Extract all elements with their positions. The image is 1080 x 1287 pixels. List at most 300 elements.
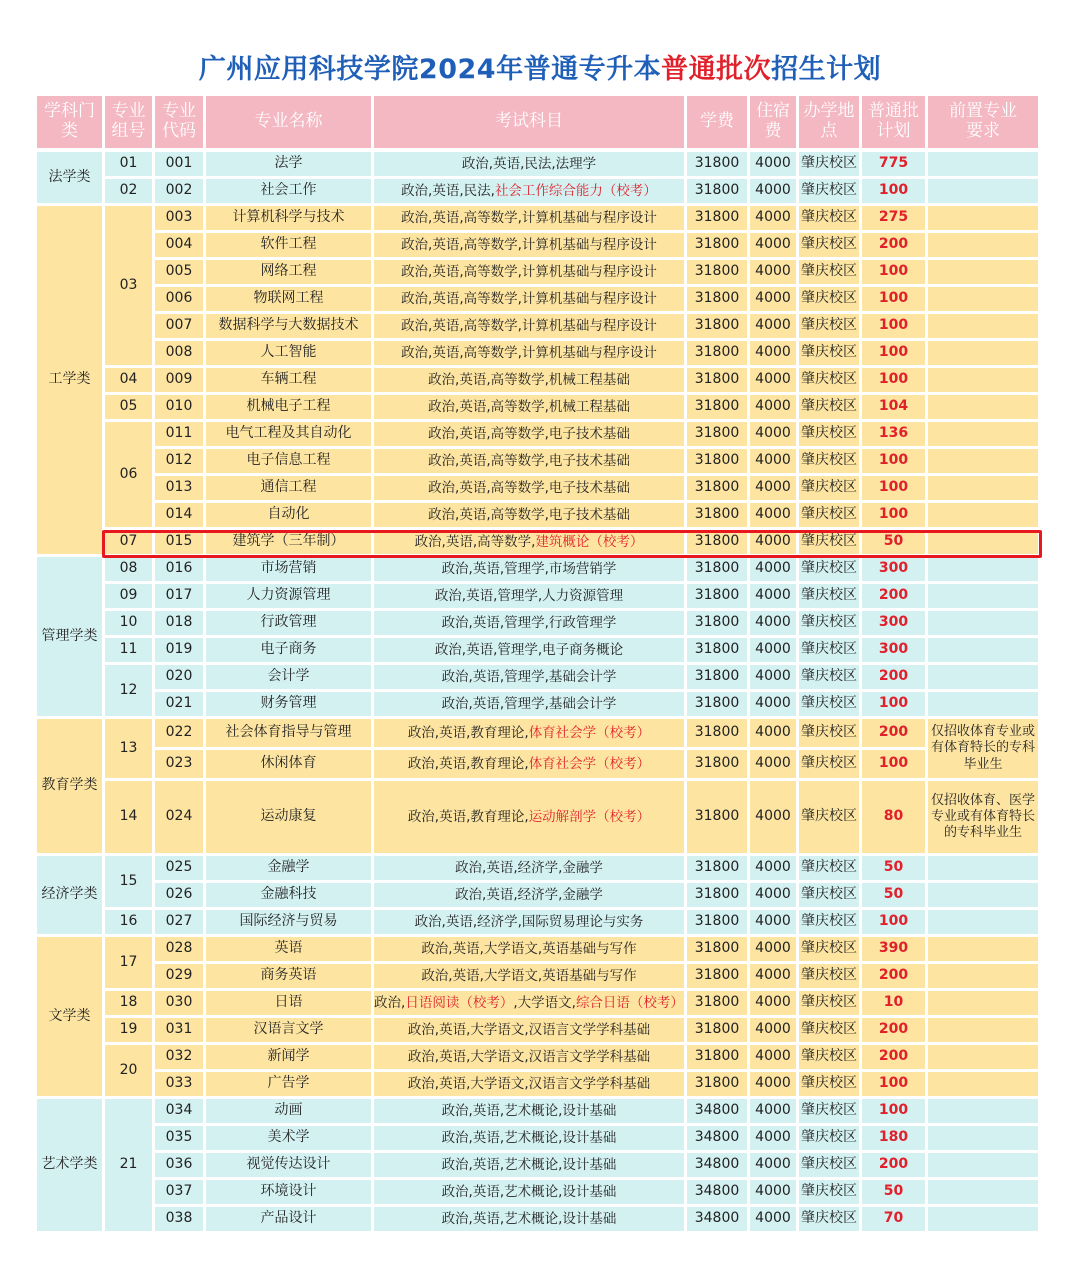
subjects-cell — [374, 1126, 684, 1150]
subjects-cell — [374, 206, 684, 230]
group-code-cell: 17 — [105, 937, 152, 988]
subjects-cell — [374, 991, 684, 1015]
plan-count-cell: 200 — [862, 1153, 925, 1177]
requirement-cell — [928, 206, 1038, 230]
fee-cell: 34800 — [687, 1099, 747, 1123]
group-code-cell: 03 — [105, 206, 152, 365]
major-code-cell: 001 — [155, 152, 203, 176]
dorm-fee-cell: 4000 — [750, 530, 796, 554]
major-name-cell: 社会体育指导与管理 — [206, 719, 371, 747]
subject-text: 政治,英语,大学语文,汉语言文学学科基础 — [407, 1048, 651, 1065]
title-part1: 广州应用科技学院2024年普通专升本 — [198, 54, 662, 85]
major-name-cell: 人工智能 — [206, 341, 371, 365]
dorm-fee-cell: 4000 — [750, 665, 796, 689]
major-code-cell: 012 — [155, 449, 203, 473]
major-name-cell: 电气工程及其自动化 — [206, 422, 371, 446]
subjects-cell — [374, 314, 684, 338]
subject-text: 政治,英语,民法, — [401, 182, 495, 199]
dorm-fee-cell: 4000 — [750, 692, 796, 716]
header-subjects: 考试科目 — [374, 96, 684, 148]
subject-text: 体育社会学（校考） — [528, 724, 651, 741]
major-name-cell: 新闻学 — [206, 1045, 371, 1069]
plan-count-cell: 100 — [862, 314, 925, 338]
fee-cell: 31800 — [687, 341, 747, 365]
plan-count-cell: 50 — [862, 530, 925, 554]
major-name-cell: 英语 — [206, 937, 371, 961]
fee-cell: 34800 — [687, 1207, 747, 1231]
subjects-cell — [374, 1207, 684, 1231]
header-requirement: 前置专业要求 — [928, 96, 1038, 148]
fee-cell: 31800 — [687, 260, 747, 284]
major-code-cell: 007 — [155, 314, 203, 338]
major-name-cell: 建筑学（三年制） — [206, 530, 371, 554]
subject-text: 社会工作综合能力（校考） — [494, 182, 657, 199]
campus-cell: 肇庆校区 — [799, 314, 859, 338]
header-dorm: 住宿费 — [750, 96, 796, 148]
subject-text: 政治,英语,经济学,国际贸易理论与实务 — [414, 913, 644, 930]
plan-count-cell: 50 — [862, 883, 925, 907]
dorm-fee-cell: 4000 — [750, 557, 796, 581]
subject-text: 政治,英语,高等数学,电子技术基础 — [428, 425, 630, 442]
fee-cell: 31800 — [687, 449, 747, 473]
page-title — [0, 47, 1080, 86]
major-code-cell: 033 — [155, 1072, 203, 1096]
subject-text: 政治,英语,高等数学,机械工程基础 — [428, 398, 630, 415]
title-part3: 招生计划 — [771, 54, 882, 85]
plan-count-cell: 775 — [862, 152, 925, 176]
category-cell: 法学类 — [37, 152, 102, 203]
plan-count-cell: 136 — [862, 422, 925, 446]
major-code-cell: 003 — [155, 206, 203, 230]
major-name-cell: 休闲体育 — [206, 750, 371, 778]
major-code-cell: 031 — [155, 1018, 203, 1042]
dorm-fee-cell: 4000 — [750, 781, 796, 853]
fee-cell: 34800 — [687, 1126, 747, 1150]
fee-cell: 31800 — [687, 1045, 747, 1069]
campus-cell: 肇庆校区 — [799, 856, 859, 880]
campus-cell: 肇庆校区 — [799, 179, 859, 203]
campus-cell: 肇庆校区 — [799, 395, 859, 419]
campus-cell: 肇庆校区 — [799, 287, 859, 311]
campus-cell: 肇庆校区 — [799, 1045, 859, 1069]
dorm-fee-cell: 4000 — [750, 1018, 796, 1042]
campus-cell: 肇庆校区 — [799, 206, 859, 230]
subjects-cell — [374, 964, 684, 988]
major-code-cell: 025 — [155, 856, 203, 880]
dorm-fee-cell: 4000 — [750, 233, 796, 257]
subjects-cell — [374, 341, 684, 365]
subject-text: 政治, — [374, 994, 406, 1011]
campus-cell: 肇庆校区 — [799, 964, 859, 988]
major-code-cell: 037 — [155, 1180, 203, 1204]
major-name-cell: 视觉传达设计 — [206, 1153, 371, 1177]
group-code-cell: 16 — [105, 910, 152, 934]
major-name-cell: 软件工程 — [206, 233, 371, 257]
requirement-cell — [928, 233, 1038, 257]
major-code-cell: 009 — [155, 368, 203, 392]
subject-text: 政治,英语,民法,法理学 — [461, 155, 597, 172]
major-code-cell: 015 — [155, 530, 203, 554]
major-code-cell: 035 — [155, 1126, 203, 1150]
subject-text: 政治,英语,大学语文,汉语言文学学科基础 — [407, 1075, 651, 1092]
subjects-cell — [374, 937, 684, 961]
fee-cell: 31800 — [687, 692, 747, 716]
major-code-cell: 018 — [155, 611, 203, 635]
subject-text: 政治,英语,高等数学,计算机基础与程序设计 — [401, 263, 657, 280]
plan-count-cell: 390 — [862, 937, 925, 961]
subject-text: 政治,英语,艺术概论,设计基础 — [441, 1129, 617, 1146]
subjects-cell — [374, 1018, 684, 1042]
subject-text: 体育社会学（校考） — [528, 755, 651, 772]
subjects-cell — [374, 395, 684, 419]
plan-count-cell: 100 — [862, 260, 925, 284]
plan-count-cell: 275 — [862, 206, 925, 230]
requirement-cell — [928, 557, 1038, 581]
fee-cell: 31800 — [687, 883, 747, 907]
subject-text: 政治,英语,艺术概论,设计基础 — [441, 1183, 617, 1200]
category-cell: 管理学类 — [37, 557, 102, 716]
major-code-cell: 011 — [155, 422, 203, 446]
major-code-cell: 028 — [155, 937, 203, 961]
requirement-cell — [928, 1180, 1038, 1204]
subject-text: 政治,英语,经济学,金融学 — [455, 886, 603, 903]
requirement-cell: 仅招收体育、医学专业或有体育特长的专科毕业生 — [928, 781, 1038, 853]
plan-count-cell: 180 — [862, 1126, 925, 1150]
major-code-cell: 030 — [155, 991, 203, 1015]
subject-text: 政治,英语,教育理论, — [407, 724, 529, 741]
subjects-cell — [374, 287, 684, 311]
subject-text: 政治,英语,高等数学,计算机基础与程序设计 — [401, 236, 657, 253]
major-name-cell: 金融科技 — [206, 883, 371, 907]
subjects-cell — [374, 1099, 684, 1123]
subjects-cell — [374, 368, 684, 392]
subject-text: 建筑概论（校考） — [535, 533, 644, 550]
requirement-cell — [928, 287, 1038, 311]
group-code-cell: 02 — [105, 179, 152, 203]
campus-cell: 肇庆校区 — [799, 368, 859, 392]
group-code-cell: 07 — [105, 530, 152, 554]
dorm-fee-cell: 4000 — [750, 287, 796, 311]
campus-cell: 肇庆校区 — [799, 152, 859, 176]
campus-cell: 肇庆校区 — [799, 937, 859, 961]
requirement-cell — [928, 179, 1038, 203]
major-name-cell: 车辆工程 — [206, 368, 371, 392]
subject-text: 政治,英语,高等数学,计算机基础与程序设计 — [401, 317, 657, 334]
requirement-cell — [928, 883, 1038, 907]
subjects-cell — [374, 152, 684, 176]
plan-count-cell: 70 — [862, 1207, 925, 1231]
requirement-cell — [928, 638, 1038, 662]
group-code-cell: 12 — [105, 665, 152, 716]
subjects-cell — [374, 179, 684, 203]
major-name-cell: 金融学 — [206, 856, 371, 880]
plan-count-cell: 200 — [862, 719, 925, 747]
group-code-cell: 11 — [105, 638, 152, 662]
major-code-cell: 019 — [155, 638, 203, 662]
requirement-cell — [928, 584, 1038, 608]
plan-count-cell: 200 — [862, 1018, 925, 1042]
plan-count-cell: 100 — [862, 1099, 925, 1123]
campus-cell: 肇庆校区 — [799, 638, 859, 662]
requirement-cell — [928, 991, 1038, 1015]
major-code-cell: 024 — [155, 781, 203, 853]
campus-cell: 肇庆校区 — [799, 341, 859, 365]
fee-cell: 31800 — [687, 584, 747, 608]
subject-text: 政治,英语,高等数学,计算机基础与程序设计 — [401, 290, 657, 307]
header-plan: 普通批计划 — [862, 96, 925, 148]
requirement-cell — [928, 856, 1038, 880]
subjects-cell — [374, 530, 684, 554]
fee-cell: 31800 — [687, 1018, 747, 1042]
dorm-fee-cell: 4000 — [750, 1099, 796, 1123]
fee-cell: 31800 — [687, 910, 747, 934]
plan-count-cell: 100 — [862, 179, 925, 203]
requirement-cell — [928, 368, 1038, 392]
dorm-fee-cell: 4000 — [750, 1126, 796, 1150]
plan-count-cell: 300 — [862, 638, 925, 662]
major-code-cell: 016 — [155, 557, 203, 581]
major-name-cell: 人力资源管理 — [206, 584, 371, 608]
campus-cell: 肇庆校区 — [799, 750, 859, 778]
dorm-fee-cell: 4000 — [750, 395, 796, 419]
dorm-fee-cell: 4000 — [750, 260, 796, 284]
subjects-cell — [374, 1045, 684, 1069]
campus-cell: 肇庆校区 — [799, 476, 859, 500]
major-code-cell: 032 — [155, 1045, 203, 1069]
major-code-cell: 020 — [155, 665, 203, 689]
subjects-cell — [374, 856, 684, 880]
dorm-fee-cell: 4000 — [750, 206, 796, 230]
major-code-cell: 002 — [155, 179, 203, 203]
major-name-cell: 数据科学与大数据技术 — [206, 314, 371, 338]
group-code-cell: 06 — [105, 422, 152, 527]
group-code-cell: 09 — [105, 584, 152, 608]
subjects-cell — [374, 503, 684, 527]
subject-text: 政治,英语,高等数学,电子技术基础 — [428, 452, 630, 469]
campus-cell: 肇庆校区 — [799, 665, 859, 689]
plan-count-cell: 200 — [862, 665, 925, 689]
major-code-cell: 004 — [155, 233, 203, 257]
header-category: 学科门类 — [37, 96, 102, 148]
fee-cell: 31800 — [687, 476, 747, 500]
fee-cell: 31800 — [687, 152, 747, 176]
requirement-cell — [928, 910, 1038, 934]
fee-cell: 31800 — [687, 530, 747, 554]
subject-text: 政治,英语,管理学,电子商务概论 — [434, 641, 624, 658]
title-part2: 普通批次 — [661, 54, 772, 85]
fee-cell: 31800 — [687, 233, 747, 257]
subjects-cell — [374, 750, 684, 778]
group-code-cell: 01 — [105, 152, 152, 176]
dorm-fee-cell: 4000 — [750, 152, 796, 176]
campus-cell: 肇庆校区 — [799, 584, 859, 608]
subjects-cell — [374, 719, 684, 747]
campus-cell: 肇庆校区 — [799, 503, 859, 527]
campus-cell: 肇庆校区 — [799, 422, 859, 446]
group-code-cell: 18 — [105, 991, 152, 1015]
major-name-cell: 产品设计 — [206, 1207, 371, 1231]
subject-text: ,大学语文, — [513, 994, 576, 1011]
dorm-fee-cell: 4000 — [750, 179, 796, 203]
dorm-fee-cell: 4000 — [750, 1153, 796, 1177]
requirement-cell — [928, 1126, 1038, 1150]
subject-text: 政治,英语,高等数学, — [414, 533, 536, 550]
major-name-cell: 环境设计 — [206, 1180, 371, 1204]
requirement-cell — [928, 341, 1038, 365]
campus-cell: 肇庆校区 — [799, 719, 859, 747]
major-code-cell: 006 — [155, 287, 203, 311]
subjects-cell — [374, 665, 684, 689]
major-name-cell: 通信工程 — [206, 476, 371, 500]
campus-cell: 肇庆校区 — [799, 991, 859, 1015]
subject-text: 政治,英语,教育理论, — [407, 808, 529, 825]
category-cell: 艺术学类 — [37, 1099, 102, 1231]
fee-cell: 31800 — [687, 750, 747, 778]
fee-cell: 31800 — [687, 937, 747, 961]
category-cell: 工学类 — [37, 206, 102, 554]
major-name-cell: 国际经济与贸易 — [206, 910, 371, 934]
subject-text: 运动解剖学（校考） — [528, 808, 651, 825]
header-name: 专业名称 — [206, 96, 371, 148]
fee-cell: 31800 — [687, 395, 747, 419]
dorm-fee-cell: 4000 — [750, 750, 796, 778]
plan-count-cell: 200 — [862, 964, 925, 988]
fee-cell: 31800 — [687, 611, 747, 635]
major-name-cell: 动画 — [206, 1099, 371, 1123]
group-code-cell: 04 — [105, 368, 152, 392]
major-name-cell: 广告学 — [206, 1072, 371, 1096]
dorm-fee-cell: 4000 — [750, 476, 796, 500]
fee-cell: 31800 — [687, 368, 747, 392]
major-code-cell: 034 — [155, 1099, 203, 1123]
plan-count-cell: 100 — [862, 449, 925, 473]
requirement-cell — [928, 665, 1038, 689]
subject-text: 政治,英语,艺术概论,设计基础 — [441, 1156, 617, 1173]
major-name-cell: 法学 — [206, 152, 371, 176]
dorm-fee-cell: 4000 — [750, 991, 796, 1015]
dorm-fee-cell: 4000 — [750, 1072, 796, 1096]
major-code-cell: 013 — [155, 476, 203, 500]
plan-count-cell: 100 — [862, 692, 925, 716]
campus-cell: 肇庆校区 — [799, 449, 859, 473]
major-name-cell: 物联网工程 — [206, 287, 371, 311]
major-name-cell: 机械电子工程 — [206, 395, 371, 419]
plan-count-cell: 100 — [862, 1072, 925, 1096]
major-code-cell: 038 — [155, 1207, 203, 1231]
subjects-cell — [374, 692, 684, 716]
campus-cell: 肇庆校区 — [799, 530, 859, 554]
subject-text: 政治,英语,管理学,行政管理学 — [441, 614, 617, 631]
major-code-cell: 017 — [155, 584, 203, 608]
major-name-cell: 社会工作 — [206, 179, 371, 203]
dorm-fee-cell: 4000 — [750, 638, 796, 662]
dorm-fee-cell: 4000 — [750, 503, 796, 527]
subjects-cell — [374, 557, 684, 581]
requirement-cell — [928, 530, 1038, 554]
header-fee: 学费 — [687, 96, 747, 148]
fee-cell: 31800 — [687, 856, 747, 880]
subjects-cell — [374, 1153, 684, 1177]
group-code-cell: 20 — [105, 1045, 152, 1096]
campus-cell: 肇庆校区 — [799, 1018, 859, 1042]
campus-cell: 肇庆校区 — [799, 781, 859, 853]
dorm-fee-cell: 4000 — [750, 856, 796, 880]
subject-text: 政治,英语,经济学,金融学 — [455, 859, 603, 876]
campus-cell: 肇庆校区 — [799, 910, 859, 934]
subjects-cell — [374, 260, 684, 284]
major-code-cell: 026 — [155, 883, 203, 907]
subject-text: 政治,英语,高等数学,计算机基础与程序设计 — [401, 209, 657, 226]
group-code-cell: 08 — [105, 557, 152, 581]
subjects-cell — [374, 422, 684, 446]
plan-count-cell: 200 — [862, 584, 925, 608]
campus-cell: 肇庆校区 — [799, 260, 859, 284]
plan-count-cell: 100 — [862, 287, 925, 311]
plan-count-cell: 300 — [862, 557, 925, 581]
subject-text: 政治,英语,管理学,基础会计学 — [441, 695, 617, 712]
major-name-cell: 电子商务 — [206, 638, 371, 662]
subject-text: 政治,英语,教育理论, — [407, 755, 529, 772]
category-cell: 经济学类 — [37, 856, 102, 934]
major-code-cell: 036 — [155, 1153, 203, 1177]
major-name-cell: 计算机科学与技术 — [206, 206, 371, 230]
major-code-cell: 005 — [155, 260, 203, 284]
major-code-cell: 023 — [155, 750, 203, 778]
dorm-fee-cell: 4000 — [750, 937, 796, 961]
requirement-cell — [928, 395, 1038, 419]
subjects-cell — [374, 476, 684, 500]
fee-cell: 34800 — [687, 1153, 747, 1177]
requirement-cell — [928, 611, 1038, 635]
plan-count-cell: 10 — [862, 991, 925, 1015]
subject-text: 政治,英语,高等数学,电子技术基础 — [428, 506, 630, 523]
dorm-fee-cell: 4000 — [750, 1207, 796, 1231]
subject-text: 政治,英语,大学语文,英语基础与写作 — [421, 967, 637, 984]
dorm-fee-cell: 4000 — [750, 611, 796, 635]
category-cell: 教育学类 — [37, 719, 102, 853]
requirement-cell — [928, 503, 1038, 527]
dorm-fee-cell: 4000 — [750, 314, 796, 338]
fee-cell: 31800 — [687, 179, 747, 203]
dorm-fee-cell: 4000 — [750, 584, 796, 608]
header-code: 专业代码 — [155, 96, 203, 148]
requirement-cell — [928, 692, 1038, 716]
campus-cell: 肇庆校区 — [799, 1207, 859, 1231]
subject-text: 政治,英语,管理学,市场营销学 — [441, 560, 617, 577]
campus-cell: 肇庆校区 — [799, 611, 859, 635]
dorm-fee-cell: 4000 — [750, 368, 796, 392]
subject-text: 政治,英语,管理学,基础会计学 — [441, 668, 617, 685]
dorm-fee-cell: 4000 — [750, 1180, 796, 1204]
subject-text: 政治,英语,大学语文,英语基础与写作 — [421, 940, 637, 957]
major-name-cell: 汉语言文学 — [206, 1018, 371, 1042]
subject-text: 政治,英语,艺术概论,设计基础 — [441, 1102, 617, 1119]
major-code-cell: 008 — [155, 341, 203, 365]
fee-cell: 31800 — [687, 314, 747, 338]
major-name-cell: 日语 — [206, 991, 371, 1015]
fee-cell: 31800 — [687, 665, 747, 689]
plan-count-cell: 100 — [862, 910, 925, 934]
campus-cell: 肇庆校区 — [799, 692, 859, 716]
major-code-cell: 027 — [155, 910, 203, 934]
requirement-cell — [928, 314, 1038, 338]
subjects-cell — [374, 781, 684, 853]
major-code-cell: 010 — [155, 395, 203, 419]
major-name-cell: 运动康复 — [206, 781, 371, 853]
fee-cell: 31800 — [687, 287, 747, 311]
major-code-cell: 022 — [155, 719, 203, 747]
subject-text: 日语阅读（校考） — [405, 994, 514, 1011]
